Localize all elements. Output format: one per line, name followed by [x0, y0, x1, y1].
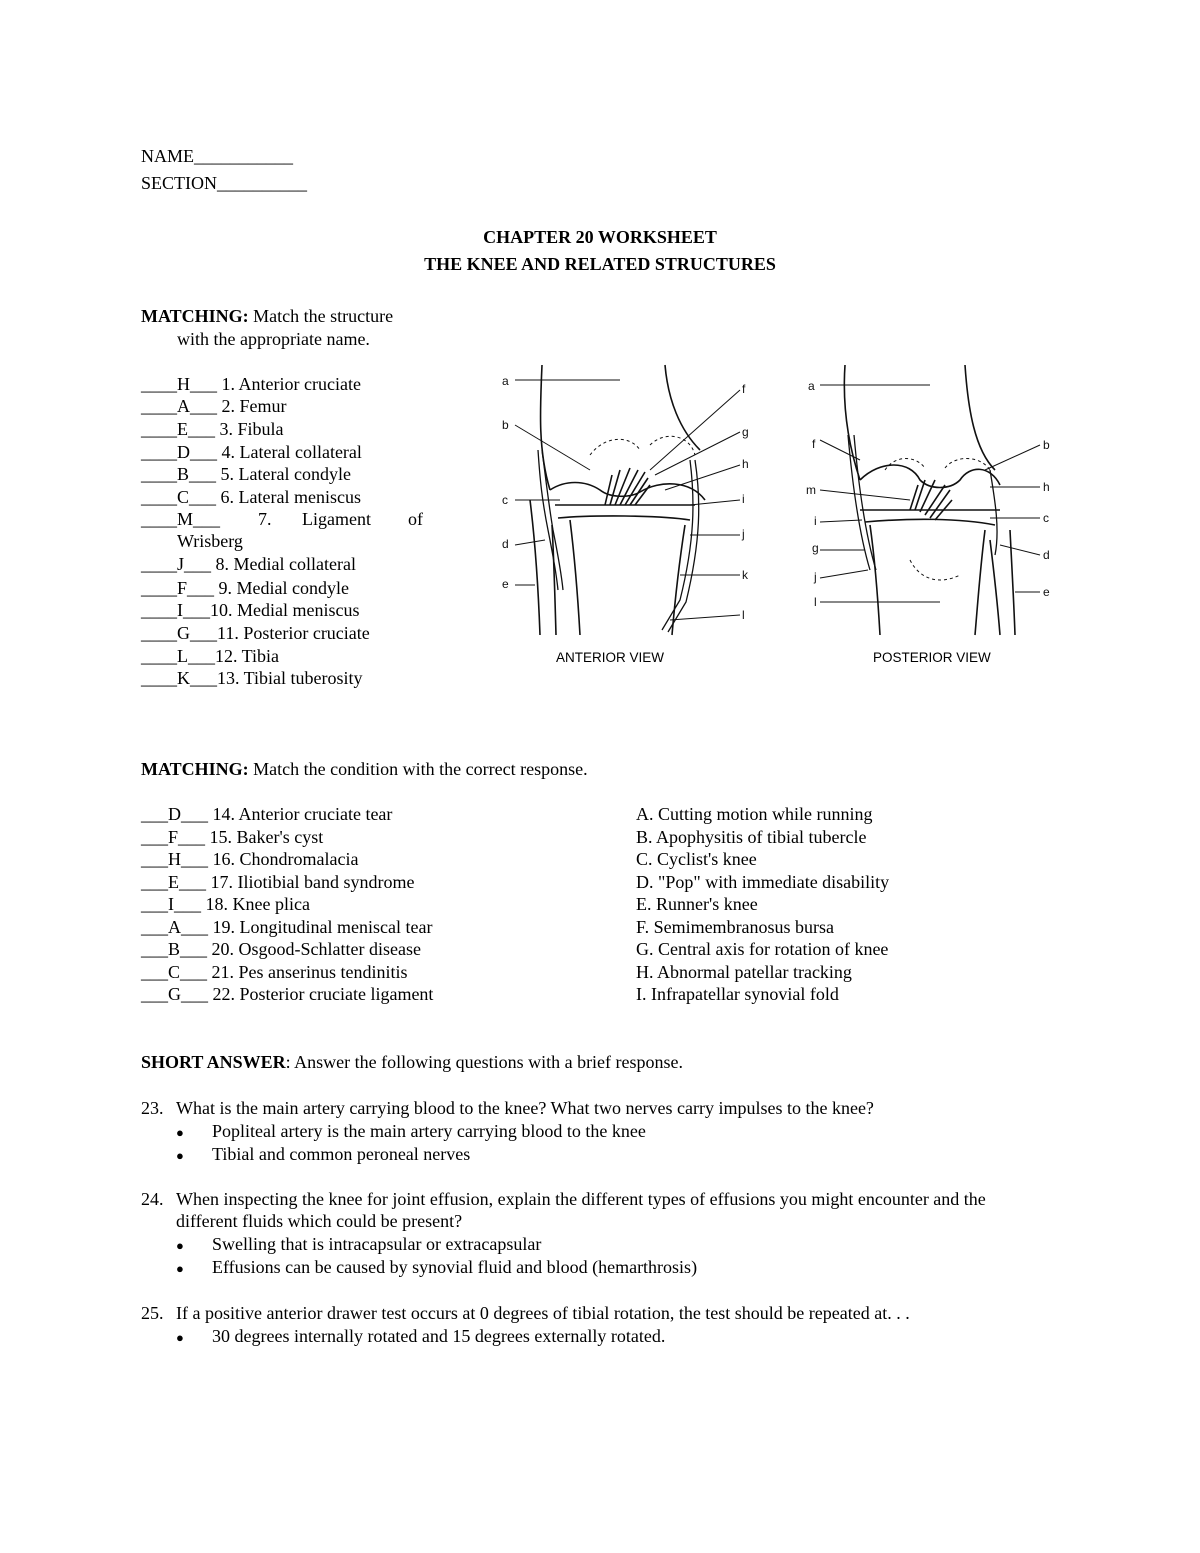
question-number: 24.	[141, 1189, 164, 1209]
item-text: 21. Pes anserinus tendinitis	[211, 962, 408, 982]
posterior-label: j	[814, 570, 817, 584]
list-item	[141, 395, 287, 418]
short-answer-instruction	[141, 1051, 683, 1074]
matching2-instruction	[141, 758, 588, 781]
posterior-label: h	[1043, 480, 1050, 494]
matching1-heading: MATCHING:	[141, 306, 249, 326]
anterior-label: e	[502, 577, 509, 591]
list-item	[141, 599, 359, 622]
answer-blank: ___C___	[141, 962, 208, 982]
item-text-word: Ligament	[302, 509, 371, 529]
list-item	[141, 938, 421, 961]
matching2-heading: MATCHING:	[141, 759, 249, 779]
question-24-line2: different fluids which could be present?	[176, 1211, 463, 1231]
posterior-label: l	[814, 595, 817, 609]
page-subtitle: THE KNEE AND RELATED STRUCTURES	[424, 254, 776, 274]
item-text: 4. Lateral collateral	[221, 442, 362, 462]
answer-bullet-text: Effusions can be caused by synovial fluid and blood (hemarthrosis)	[212, 1257, 698, 1277]
matching1-instruction	[141, 305, 393, 328]
posterior-label: f	[812, 437, 816, 451]
posterior-label: i	[814, 514, 817, 528]
question-24-line1: When inspecting the knee for joint effusion, explain the different types of effusions you might encounter and the	[176, 1189, 986, 1209]
anterior-label: l	[742, 608, 745, 622]
bullet-icon: ●	[176, 1238, 184, 1253]
anterior-label: j	[742, 527, 745, 541]
item-text: 9. Medial condyle	[218, 578, 349, 598]
answer-blank: ____B___	[141, 464, 217, 484]
question-25: If a positive anterior drawer test occurs at 0 degrees of tibial rotation, the test should be repeated at. . .	[176, 1303, 910, 1323]
item-text: 3. Fibula	[219, 419, 284, 439]
anterior-label: g	[742, 425, 749, 439]
response-item: F. Semimembranosus bursa	[636, 917, 835, 937]
response-item: H. Abnormal patellar tracking	[636, 962, 852, 982]
name-field-label: NAME___________	[141, 146, 293, 166]
item-text: 6. Lateral meniscus	[220, 487, 361, 507]
question-number: 25.	[141, 1303, 164, 1323]
page-title: CHAPTER 20 WORKSHEET	[483, 227, 717, 247]
list-item	[141, 553, 356, 576]
item-text: 15. Baker's cyst	[209, 827, 324, 847]
posterior-label: c	[1043, 511, 1049, 525]
answer-bullet-text: Popliteal artery is the main artery carrying blood to the knee	[212, 1121, 646, 1141]
question-23: What is the main artery carrying blood to the knee? What two nerves carry impulses to the knee?	[176, 1098, 874, 1118]
answer-blank: ____J___	[141, 554, 212, 574]
response-item: I. Infrapatellar synovial fold	[636, 984, 839, 1004]
anterior-label: d	[502, 537, 509, 551]
list-item	[141, 577, 349, 600]
list-item	[141, 418, 284, 441]
answer-blank: ____L___	[141, 646, 215, 666]
list-item	[141, 373, 361, 396]
response-item: G. Central axis for rotation of knee	[636, 939, 889, 959]
answer-blank: ____M___	[141, 509, 221, 529]
bullet-icon: ●	[176, 1125, 184, 1140]
question-number: 23.	[141, 1098, 164, 1118]
item-text: 20. Osgood-Schlatter disease	[211, 939, 421, 959]
anterior-label: h	[742, 457, 749, 471]
item-text: 13. Tibial tuberosity	[217, 668, 363, 688]
item-text: 12. Tibia	[215, 646, 280, 666]
list-item	[141, 667, 363, 690]
item-text: 7.	[258, 509, 272, 529]
posterior-label: e	[1043, 585, 1050, 599]
item-text: 5. Lateral condyle	[220, 464, 351, 484]
response-item: E. Runner's knee	[636, 894, 758, 914]
list-item	[141, 441, 362, 464]
short-answer-instruction-text: : Answer the following questions with a brief response.	[285, 1052, 684, 1072]
answer-bullet-text: Swelling that is intracapsular or extracapsular	[212, 1234, 542, 1254]
anterior-view-drawing	[515, 365, 740, 635]
response-item: D. "Pop" with immediate disability	[636, 872, 890, 892]
posterior-label: g	[812, 541, 819, 555]
list-item	[141, 916, 432, 939]
item-text: 18. Knee plica	[205, 894, 310, 914]
item-text: 10. Medial meniscus	[210, 600, 360, 620]
item-text: 16. Chondromalacia	[212, 849, 359, 869]
short-answer-heading: SHORT ANSWER	[141, 1052, 286, 1072]
answer-blank: ___I___	[141, 894, 201, 914]
list-item	[141, 893, 310, 916]
answer-blank: ____F___	[141, 578, 215, 598]
posterior-label: a	[808, 379, 815, 393]
item-text: 19. Longitudinal meniscal tear	[212, 917, 433, 937]
answer-blank: ___B___	[141, 939, 208, 959]
item-text: 2. Femur	[221, 396, 287, 416]
section-field-label: SECTION__________	[141, 173, 307, 193]
list-item	[141, 826, 323, 849]
list-item	[141, 463, 351, 486]
knee-illustration	[490, 340, 1070, 680]
posterior-label: b	[1043, 438, 1050, 452]
anterior-label: f	[742, 382, 746, 396]
knee-diagram	[490, 340, 1070, 680]
matching1-instruction-text: Match the structure	[253, 306, 394, 326]
matching1-instruction-line2: with the appropriate name.	[177, 329, 370, 349]
posterior-view-caption: POSTERIOR VIEW	[873, 650, 991, 665]
list-item	[141, 622, 370, 645]
anterior-label: c	[502, 493, 508, 507]
answer-blank: ____A___	[141, 396, 217, 416]
answer-blank: ___F___	[141, 827, 206, 847]
item-text-continued: Wrisberg	[177, 531, 243, 551]
answer-bullet-text: Tibial and common peroneal nerves	[212, 1144, 471, 1164]
anterior-label: b	[502, 418, 509, 432]
anterior-label: a	[502, 374, 509, 388]
list-item	[141, 803, 392, 826]
bullet-icon: ●	[176, 1261, 184, 1276]
anterior-label: k	[742, 568, 748, 582]
response-item: C. Cyclist's knee	[636, 849, 757, 869]
list-item	[141, 486, 361, 509]
anterior-label: i	[742, 492, 745, 506]
bullet-icon: ●	[176, 1148, 184, 1163]
answer-blank: ____I___	[141, 600, 210, 620]
item-text-word: of	[408, 509, 423, 529]
list-item	[141, 961, 408, 984]
posterior-view-drawing	[820, 365, 1040, 635]
item-text: 17. Iliotibial band syndrome	[210, 872, 415, 892]
list-item	[141, 645, 279, 668]
list-item	[141, 871, 414, 894]
response-item: B. Apophysitis of tibial tubercle	[636, 827, 867, 847]
answer-blank: ____H___	[141, 374, 217, 394]
item-text: 8. Medial collateral	[215, 554, 356, 574]
matching2-instruction-text: Match the condition with the correct response.	[253, 759, 588, 779]
bullet-icon: ●	[176, 1330, 184, 1345]
item-text: 11. Posterior cruciate	[217, 623, 370, 643]
answer-blank: ____C___	[141, 487, 217, 507]
response-item: A. Cutting motion while running	[636, 804, 873, 824]
answer-blank: ____D___	[141, 442, 217, 462]
answer-blank: ___H___	[141, 849, 208, 869]
answer-blank: ___A___	[141, 917, 208, 937]
posterior-label: m	[806, 483, 816, 497]
item-text: 14. Anterior cruciate tear	[212, 804, 393, 824]
list-item	[141, 508, 220, 531]
answer-blank: ____K___	[141, 668, 217, 688]
answer-blank: ____G___	[141, 623, 217, 643]
answer-blank: ____E___	[141, 419, 215, 439]
posterior-label: d	[1043, 548, 1050, 562]
list-item	[141, 983, 433, 1006]
answer-blank: ___D___	[141, 804, 208, 824]
anterior-view-labels	[502, 374, 749, 622]
list-item	[141, 848, 358, 871]
answer-blank: ___E___	[141, 872, 206, 892]
anterior-view-caption: ANTERIOR VIEW	[556, 650, 665, 665]
item-text: 1. Anterior cruciate	[221, 374, 361, 394]
item-text: 22. Posterior cruciate ligament	[212, 984, 434, 1004]
answer-blank: ___G___	[141, 984, 208, 1004]
answer-bullet-text: 30 degrees internally rotated and 15 degrees externally rotated.	[212, 1326, 666, 1346]
